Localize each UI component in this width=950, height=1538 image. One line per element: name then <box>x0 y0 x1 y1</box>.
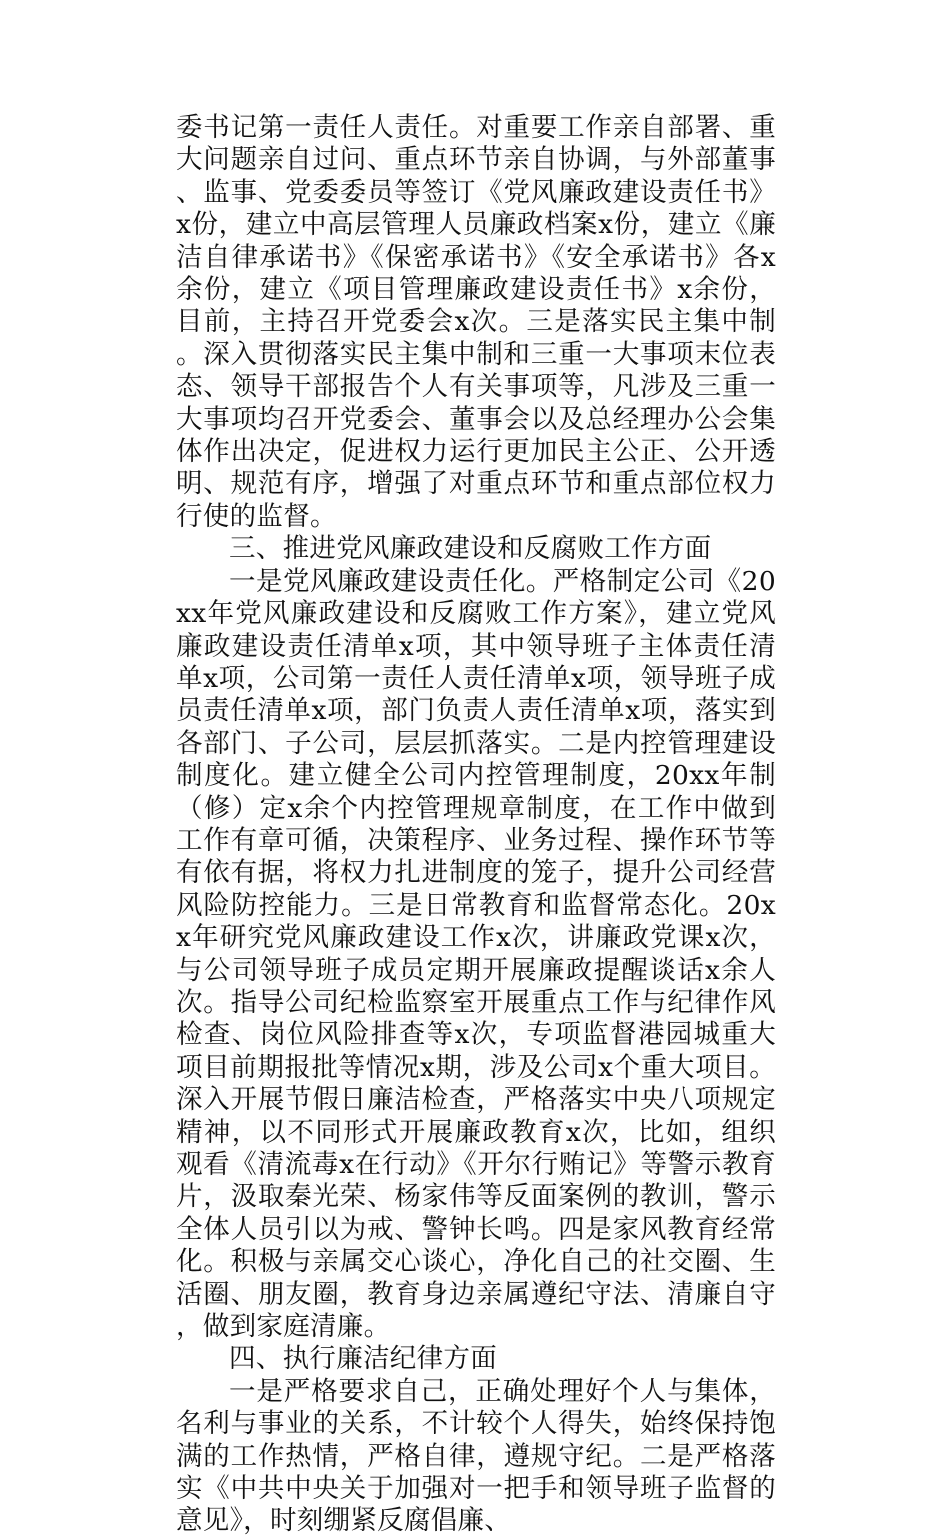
paragraph-integrity-discipline: 一是严格要求自己，正确处理好个人与集体，名利与事业的关系，不计较个人得失，始终保持饱满的工作热情，严格自律，遵规守纪。二是严格落实《中共中央关于加强对一把手和领导班子监督的意见》，时刻绷紧反腐倡廉、 <box>176 1375 776 1537</box>
paragraph-anti-corruption-work: 一是党风廉政建设责任化。严格制定公司《20xx年党风廉政建设和反腐败工作方案》，建立党风廉政建设责任清单x项，其中领导班子主体责任清单x项，公司第一责任人责任清单x项，领导班子成员责任清单x项，部门负责人责任清单x项，落实到各部门、子公司，层层抓落实。二是内控管理建设制度化。建立健全公司内控管理制度，20xx年制（修）定x余个内控管理规章制度，在工作中做到工作有章可循，决策程序、业务过程、操作环节等有依有据，将权力扎进制度的笼子，提升公司经营风险防控能力。三是日常教育和监督常态化。20xx年研究党风廉政建设工作x次，讲廉政党课x次，与公司领导班子成员定期开展廉政提醒谈话x余人次。指导公司纪检监察室开展重点工作与纪律作风检查、岗位风险排查等x次，专项监督港园城重大项目前期报批等情况x期，涉及公司x个重大项目。深入开展节假日廉洁检查，严格落实中央八项规定精神，以不同形式开展廉政教育x次，比如，组织观看《清流毒x在行动》《开尔行贿记》等警示教育片，汲取秦光荣、杨家伟等反面案例的教训，警示全体人员引以为戒、警钟长鸣。四是家风教育经常化。积极与亲属交心谈心，净化自己的社交圈、生活圈、朋友圈，教育身边亲属遵纪守法、清廉自守，做到家庭清廉。 <box>176 565 776 1343</box>
paragraph-continuation: 委书记第一责任人责任。对重要工作亲自部署、重大问题亲自过问、重点环节亲自协调，与外部董事、监事、党委委员等签订《党风廉政建设责任书》x份，建立中高层管理人员廉政档案x份，建立《廉洁自律承诺书》《保密承诺书》《安全承诺书》各x余份，建立《项目管理廉政建设责任书》x余份，目前，主持召开党委会x次。三是落实民主集中制。深入贯彻落实民主集中制和三重一大事项末位表态、领导干部报告个人有关事项等，凡涉及三重一大事项均召开党委会、董事会以及总经理办公会集体作出决定，促进权力运行更加民主公正、公开透明、规范有序，增强了对重点环节和重点部位权力行使的监督。 <box>176 112 776 532</box>
section-heading-four: 四、执行廉洁纪律方面 <box>229 1343 497 1375</box>
document-body <box>176 112 776 1538</box>
section-heading-three: 三、推进党风廉政建设和反腐败工作方面 <box>229 533 712 565</box>
